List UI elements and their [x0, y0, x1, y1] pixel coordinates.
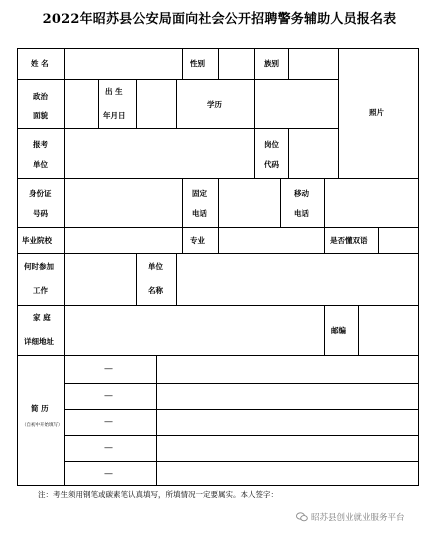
address-label-line2: 详细地址	[24, 337, 54, 346]
watermark-text: 昭苏县创业就业服务平台	[311, 513, 405, 523]
landline-label-line2: 电话	[192, 209, 207, 218]
ethnicity-label: 族别	[264, 59, 279, 68]
political-status-label-line1: 政治	[33, 92, 48, 101]
footnote: 注：考生须用钢笔或碳素笔认真填写，所填情况一定要属实。本人签字：	[38, 490, 278, 499]
form-title: 2022年昭苏县公安局面向社会公开招聘警务辅助人员报名表	[42, 12, 397, 27]
apply-unit-label-line1: 报考	[33, 140, 48, 149]
id-number-label-line1: 身份证	[29, 189, 52, 198]
resume-dash: —	[104, 364, 113, 374]
birth-label-line2: 年月日	[103, 111, 126, 120]
birth-label-line1: 出 生	[105, 87, 123, 96]
work-unit-label-line2: 名称	[148, 286, 163, 295]
registration-form-table	[17, 48, 419, 486]
mobile-label-line1: 移动	[294, 189, 309, 198]
school-label: 毕业院校	[22, 236, 52, 245]
resume-dash: —	[104, 443, 113, 453]
apply-unit-label-line2: 单位	[33, 160, 48, 169]
major-label: 专业	[190, 236, 205, 245]
id-number-label-line2: 号码	[33, 209, 48, 218]
post-code-label-line2: 代码	[264, 160, 279, 169]
resume-hint: （自初中开始填写）	[22, 423, 63, 428]
political-status-label-line2: 面貌	[33, 111, 48, 120]
landline-label-line1: 固定	[192, 189, 207, 198]
resume-dash: —	[104, 469, 113, 479]
photo-label: 照片	[369, 108, 384, 117]
work-start-label-line2: 工作	[33, 286, 48, 295]
resume-label: 简 历	[31, 404, 49, 413]
address-label-line1: 家 庭	[33, 313, 51, 322]
watermark	[296, 511, 405, 523]
education-label: 学历	[207, 100, 222, 109]
work-start-label-line1: 何时参加	[24, 262, 54, 271]
gender-label: 性别	[190, 59, 205, 68]
postcode-label: 邮编	[331, 326, 346, 335]
resume-dash: —	[104, 417, 113, 427]
wechat-icon	[296, 512, 308, 522]
mobile-label-line2: 电话	[294, 209, 309, 218]
work-unit-label-line1: 单位	[148, 262, 163, 271]
name-label: 姓 名	[31, 59, 49, 68]
bilingual-label: 是否懂双语	[330, 236, 368, 245]
post-code-label-line1: 岗位	[264, 140, 279, 149]
resume-dash: —	[104, 391, 113, 401]
